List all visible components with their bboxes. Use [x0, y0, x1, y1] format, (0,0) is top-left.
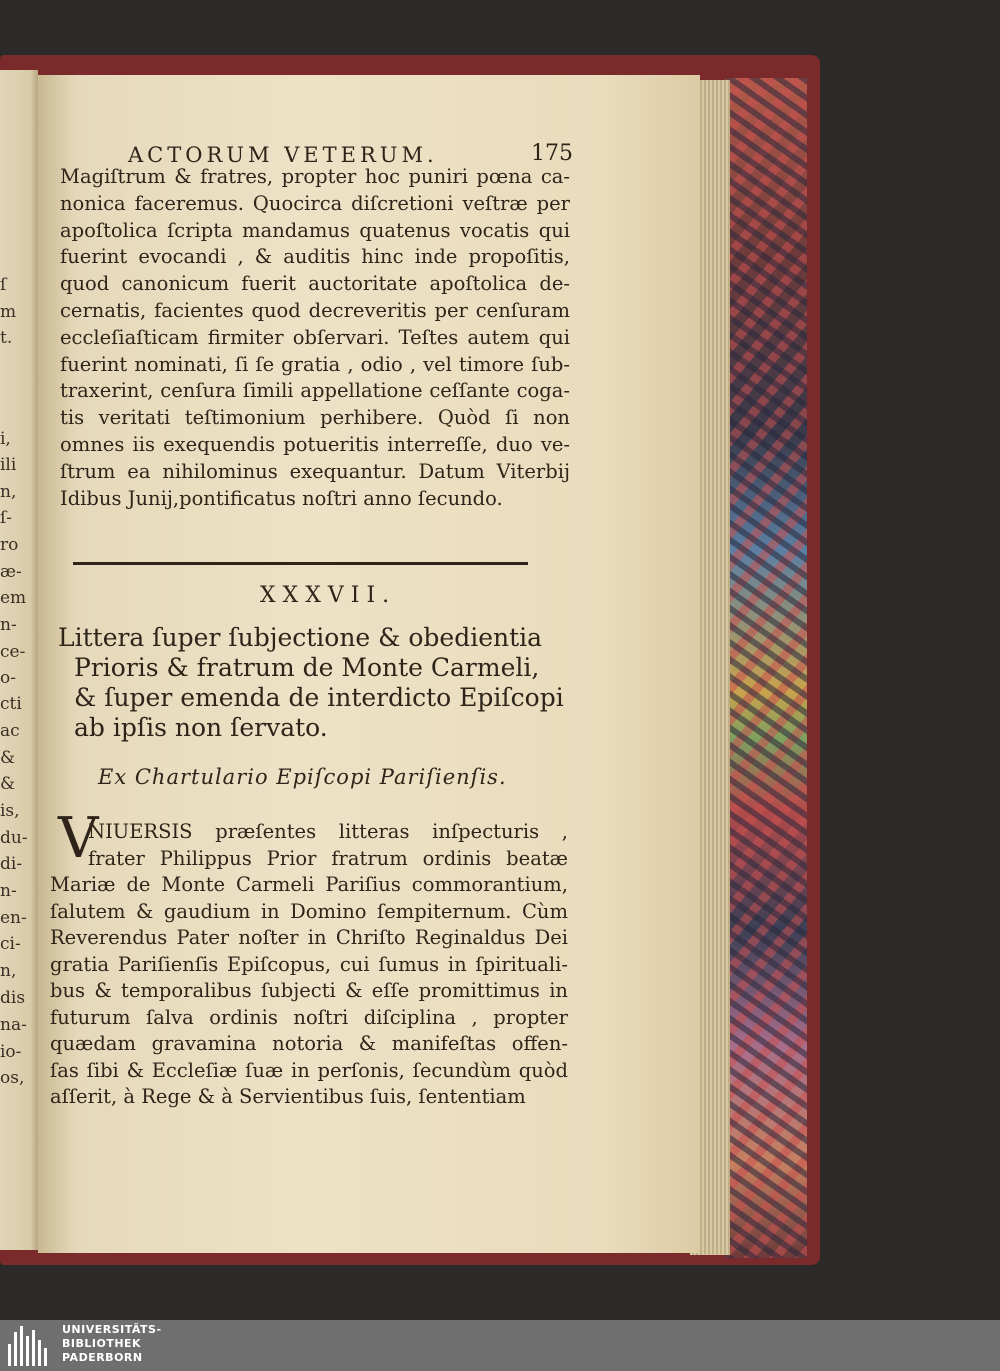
section-divider	[73, 562, 528, 565]
text-line: eccleſiaſticam firmiter obſervari. Teſtes autem qui	[60, 325, 570, 349]
text-line: quædam gravamina notoria & manifeſtas offen-	[50, 1032, 568, 1055]
fragment-text: em	[0, 588, 27, 608]
library-name-line: BIBLIOTHEK	[62, 1337, 142, 1350]
fragment-text: dis	[0, 988, 26, 1008]
text-line: quod canonicum fuerit auctoritate apoſtolica de-	[60, 272, 570, 296]
library-name	[62, 1323, 162, 1365]
text-line: fuerint nominati, ſi ſe gratia , odio , vel timore ſub-	[60, 352, 570, 376]
fragment-text: n,	[0, 482, 17, 502]
previous-page-sliver	[0, 70, 38, 1250]
letter-text	[50, 819, 568, 1111]
fragment-text: io-	[0, 1042, 22, 1062]
text-line: frater Philippus Prior fratrum ordinis beatæ	[88, 846, 568, 870]
fragment-text: &	[0, 748, 16, 768]
fragment-text: ſ	[0, 275, 7, 295]
text-line: futurum ſalva ordinis noſtri diſciplina , propter	[50, 1005, 568, 1029]
text-line: & ſuper emenda de interdicto Epiſcopi	[74, 683, 564, 712]
text-line: bus & temporalibus ſubjecti & eſſe promittimus in	[50, 979, 568, 1002]
text-line: nonica faceremus. Quocirca diſcretioni veſtræ per	[60, 191, 570, 215]
text-line: ſas ſibi & Eccleſiæ ſuæ in perſonis, ſecundùm quòd	[50, 1058, 568, 1082]
paragraph	[60, 164, 570, 512]
page-number: 175	[531, 141, 573, 166]
fragment-text: &	[0, 774, 16, 794]
book-page	[38, 75, 700, 1253]
text-line: traxerint, cenſura ſimili appellatione ceſſante coga-	[60, 379, 570, 403]
text-line: aſſerit, à Rege & à Servientibus ſuis, ſententiam	[50, 1085, 526, 1108]
source-citation: Ex Chartulario Epiſcopi Pariſienſis.	[98, 765, 507, 789]
library-logo-icon	[8, 1326, 52, 1366]
text-line: Magiſtrum & fratres, propter hoc puniri pœna ca-	[60, 165, 570, 188]
section-numeral: XXXVII.	[259, 583, 397, 608]
fragment-text: du-	[0, 828, 28, 848]
fragment-text: di-	[0, 854, 23, 874]
fragment-text: m	[0, 302, 17, 322]
fragment-text: ac	[0, 721, 20, 741]
fragment-text: t.	[0, 328, 13, 348]
text-line: ſtrum ea nihilominus exequantur. Datum Viterbij	[60, 459, 570, 483]
fragment-text: os,	[0, 1068, 25, 1088]
text-line: omnes iis exequendis potueritis interreſſe, duo ve-	[60, 432, 570, 456]
fragment-text: n,	[0, 961, 17, 981]
fragment-text: ce-	[0, 642, 26, 662]
text-line: gratia Pariſienſis Epiſcopus, cui ſumus in ſpirituali-	[50, 952, 568, 976]
fragment-text: cti	[0, 694, 22, 714]
library-name-line: PADERBORN	[62, 1351, 143, 1364]
text-line: cernatis, facientes quod decreveritis per cenſuram	[60, 298, 570, 322]
running-head: ACTORUM VETERUM.	[128, 143, 438, 167]
fragment-text: en-	[0, 908, 27, 928]
text-line: NIUERSIS præſentes litteras inſpecturis ,	[88, 820, 568, 843]
text-line: Reverendus Pater noſter in Chriſto Reginaldus Dei	[50, 926, 568, 949]
fragment-text: ſ-	[0, 508, 13, 528]
text-line: tis veritati teſtimonium perhibere. Quòd ſi non	[60, 406, 570, 430]
library-name-line: UNIVERSITÄTS-	[62, 1323, 162, 1336]
fragment-text: ro	[0, 535, 19, 555]
text-line: apoſtolica ſcripta mandamus quatenus vocatis qui	[60, 218, 570, 242]
fragment-text: na-	[0, 1015, 27, 1035]
section-title	[58, 623, 568, 743]
fragment-text: is,	[0, 801, 20, 821]
text-line: Idibus Junij,pontificatus noſtri anno ſecundo.	[60, 486, 503, 510]
fragment-text: o-	[0, 668, 16, 688]
library-footer	[0, 1320, 1000, 1371]
fragment-text: i,	[0, 429, 11, 449]
text-line: fuerint evocandi , & auditis hinc inde propoſitis,	[60, 245, 570, 269]
text-line: Mariæ de Monte Carmeli Pariſius commorantium,	[50, 873, 568, 896]
fragment-text: n-	[0, 881, 17, 901]
fragment-text: ci-	[0, 934, 21, 954]
text-line: ſalutem & gaudium in Domino ſempiternum. Cùm	[50, 899, 568, 923]
text-line: Littera ſuper ſubjectione & obedientia	[58, 623, 543, 652]
drop-cap: V	[58, 806, 99, 871]
text-line: Prioris & fratrum de Monte Carmeli,	[74, 653, 540, 682]
fragment-text: æ-	[0, 562, 22, 582]
text-line: ab ipſis non ſervato.	[74, 713, 328, 742]
fragment-text: n-	[0, 615, 17, 635]
marbled-fore-edge	[725, 78, 807, 1258]
fragment-text: ili	[0, 455, 17, 475]
